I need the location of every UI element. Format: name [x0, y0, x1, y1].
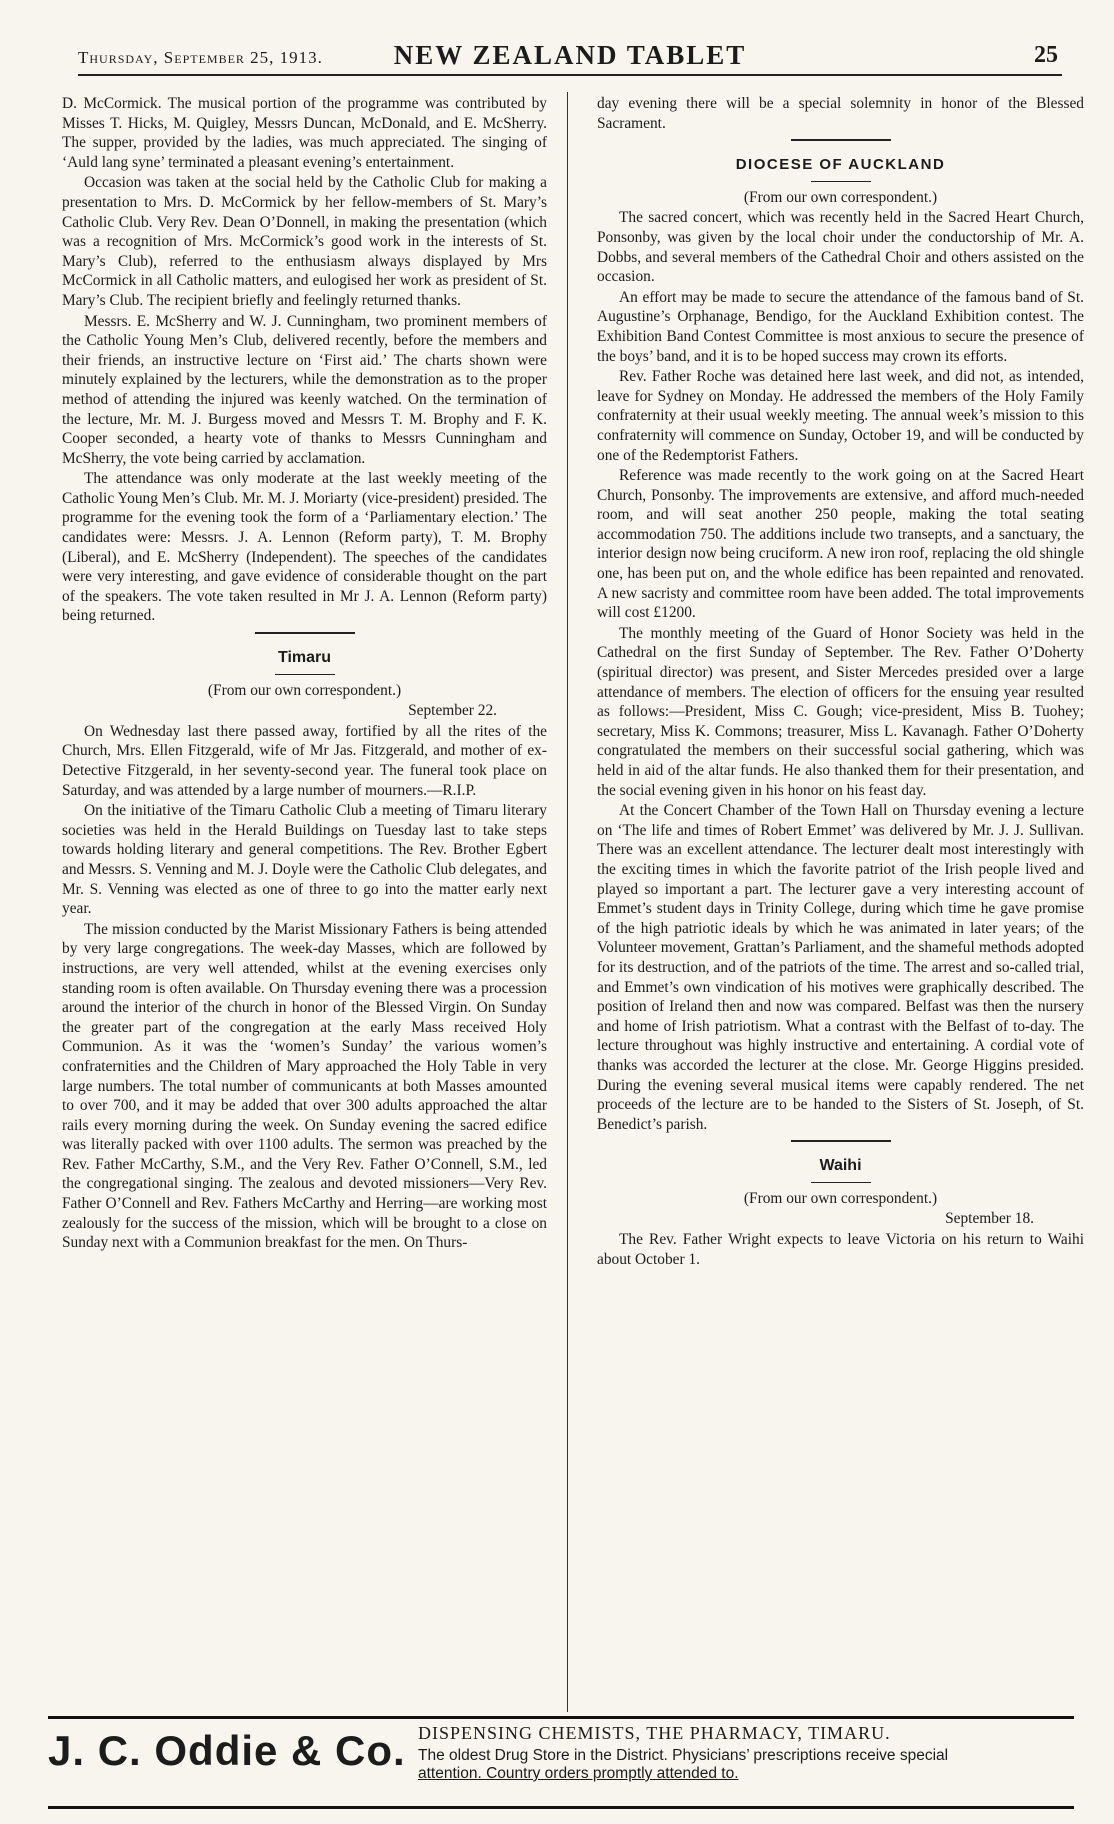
correspondent-byline: (From our own correspondent.)	[207, 681, 402, 699]
title-underline	[275, 674, 335, 675]
article-paragraph: An effort may be made to secure the attendance of the famous band of St. Augustine’s Orphanage, Bendigo, for the Auckland Exhibition contest. The Exhibition Band Contest Committee is most anxious to secure the presence of the boys’ band, and it is to be hoped success may crown its efforts.	[597, 288, 1084, 365]
ad-headline: DISPENSING CHEMISTS, THE PHARMACY, TIMARU.	[418, 1723, 891, 1743]
footer-advertisement	[48, 1716, 1074, 1809]
ad-body	[418, 1747, 1068, 1783]
article-paragraph: The monthly meeting of the Guard of Honor Society was held in the Cathedral on the first Sunday of September. The Rev. Father O’Doherty (spiritual director) was present, and Sister Mercedes presided over a large attendance of members. The election of officers for the ensuing year resulted as follows:—President, Miss C. Gough; vice-president, Miss B. Tuohey; secretary, Miss K. Commons; treasurer, Miss L. Kavanagh. Father O’Doherty congratulated the members on their successful social gathering, which was held in aid of the altar funds. He also thanked them for their presentation, and the social evening given in his honor on his feast day.	[597, 624, 1084, 799]
article-paragraph: At the Concert Chamber of the Town Hall on Thursday evening a lecture on ‘The life and times of Robert Emmet’ was delivered by Mr. J. J. Sullivan. There was an excellent attendance. The lecturer dealt most interestingly with the exciting times in which the favorite patriot of the Irish people lived and played so important a part. The lecturer gave a very interesting account of Emmet’s student days in Trinity College, during which time he gave promise of the high patriotic ideals by which he was animated in later years; of the Volunteer movement, Grattan’s Parliament, and the shameful methods adopted for its destruction, and of the patriots of the time. The arrest and so-called trial, and Emmet’s own vindication of his motives were graphically described. The position of Ireland then and now was compared. Belfast was then the nursery and home of Irish patriotism. What a contrast with the Belfast of to-day. The lecture throughout was highly instructive and entertaining. A cordial vote of thanks was accorded the lecturer at the close. Mr. George Higgins presided. During the evening several musical items were capably rendered. The net proceeds of the lecture are to be handed to the Sisters of St. Joseph, of St. Benedict’s parish.	[597, 802, 1084, 1133]
article-paragraph: On Wednesday last there passed away, fortified by all the rites of the Church, Mrs. Ellen Fitzgerald, wife of Mr Jas. Fitzgerald, and mother of ex-Detective Fitzgerald, in her seventy-second year. The funeral took place on Saturday, and was attended by a large number of mourners.—R.I.P.	[62, 722, 547, 799]
column-divider	[567, 92, 568, 1712]
correspondent-byline: (From our own correspondent.)	[743, 1189, 938, 1207]
correspondent-byline: (From our own correspondent.)	[743, 188, 938, 206]
section-rule	[791, 1140, 891, 1142]
article-paragraph: D. McCormick. The musical portion of the programme was contributed by Misses T. Hicks, M. Quigley, Messrs Duncan, McDonald, and E. McSherry. The supper, provided by the ladies, was much appreciated. The singing of ‘Auld lang syne’ terminated a pleasant evening’s entertainment.	[62, 95, 547, 171]
article-paragraph: On the initiative of the Timaru Catholic Club a meeting of Timaru literary societies was held in the Herald Buildings on Tuesday last to take steps towards holding literary and general competitions. The Rev. Brother Egbert and Messrs. S. Venning and M. J. Doyle were the Catholic Club delegates, and Mr. S. Venning was elected as one of three to go into the matter early next year.	[62, 802, 547, 918]
article-paragraph: Messrs. E. McSherry and W. J. Cunningham, two prominent members of the Catholic Young Men’s Club, delivered recently, before the members and their friends, an instructive lecture on ‘First aid.’ The charts shown were minutely explained by the lecturers, while the demonstration as to the proper method of attending the injured was keenly watched. On the termination of the lecture, Mr. M. J. Burgess moved and Messrs T. M. Brophy and F. K. Cooper seconded, a hearty vote of thanks to Messrs Cunningham and McSherry, the vote being carried by acclamation.	[62, 312, 547, 467]
title-underline	[811, 181, 871, 182]
dateline: September 18.	[945, 1210, 1034, 1228]
article-paragraph: The sacred concert, which was recently held in the Sacred Heart Church, Ponsonby, was given by the local choir under the conductorship of Mr. A. Dobbs, and several members of the Cathedral Choir and others assisted on the occasion.	[597, 209, 1084, 286]
page-header	[78, 40, 1062, 76]
masthead: NEW ZEALAND TABLET	[393, 40, 747, 70]
footer-rule	[48, 1806, 1074, 1809]
title-underline	[811, 1182, 871, 1183]
section-title-waihi: Waihi	[819, 1157, 862, 1175]
dateline: September 22.	[408, 702, 497, 720]
advertiser-name: J. C. Oddie & Co.	[48, 1727, 406, 1774]
issue-date: Thursday, September 25, 1913.	[78, 48, 323, 67]
section-rule	[791, 139, 891, 141]
page-number: 25	[1034, 42, 1058, 68]
section-title-auckland: DIOCESE OF AUCKLAND	[735, 156, 946, 174]
article-paragraph: The attendance was only moderate at the last weekly meeting of the Catholic Young Men’s Club. Mr. M. J. Moriarty (vice-president) presided. The programme for the evening took the form of a ‘Parliamentary election.’ The candidates were: Messrs. J. A. Lennon (Reform party), T. M. Brophy (Liberal), and E. McSherry (Independent). The speeches of the candidates were very interesting, and gave evidence of considerable thought on the part of the speakers. The vote taken resulted in Mr J. A. Lennon (Reform party) being returned.	[62, 470, 547, 625]
article-paragraph: The mission conducted by the Marist Missionary Fathers is being attended by very large congregations. The week-day Masses, which are followed by instructions, are very well attended, whilst at the evening exercises only standing room is often available. On Thursday evening there was a procession around the interior of the church in honor of the Blessed Virgin. On Sunday the greater part of the congregation at the early Mass received Holy Communion. As it was the ‘women’s Sunday’ the various women’s confraternities and the Children of Mary approached the Holy Table in very large numbers. The total number of communicants at both Masses amounted to over 700, and it may be added that over 300 adults approached the altar rails every morning during the week. On Sunday evening the sacred edifice was literally packed with over 1100 adults. The sermon was preached by the Rev. Father McCarthy, S.M., and the Very Rev. Father O’Connell, S.M., led the congregational singing. The zealous and devoted missioners—Very Rev. Father O’Connell and Rev. Fathers McCarthy and Herring—are working most zealously for the success of the mission, which will be brought to a close on Sunday next with a Communion breakfast for the men. On Thurs-	[62, 920, 547, 1252]
left-column	[62, 94, 547, 1254]
right-column	[597, 94, 1084, 1270]
article-paragraph: Reference was made recently to the work going on at the Sacred Heart Church, Ponsonby. The improvements are extensive, and afford much-needed room, and will seat another 250 people, making the total seating accommodation 750. The additions include two transepts, and a sanctuary, the interior design now being cruciform. A new iron roof, replacing the old shingle one, has been put on, and the whole edifice has been repainted and renovated. A new sacristy and committee room have been added. The total improvements will cost £1200.	[597, 467, 1084, 622]
section-rule	[255, 632, 355, 634]
section-title-timaru: Timaru	[277, 649, 332, 667]
article-paragraph: Occasion was taken at the social held by the Catholic Club for making a presentation to Mrs. D. McCormick by her fellow-members of St. Mary’s Catholic Club. Very Rev. Dean O’Donnell, in making the presentation (which was a recognition of Mrs. McCormick’s good work in the interests of St. Mary’s Club), referred to the enthusiasm always displayed by Mrs McCormick in all Catholic matters, and eulogised her work as president of St. Mary’s Club. The recipient briefly and feelingly returned thanks.	[62, 174, 547, 309]
ad-line: attention. Country orders promptly attended to.	[418, 1765, 739, 1782]
article-continuation: day evening there will be a special solemnity in honor of the Blessed Sacrament.	[597, 95, 1084, 132]
article-paragraph: Rev. Father Roche was detained here last week, and did not, as intended, leave for Sydney on Monday. He addressed the members of the Holy Family confraternity at their usual weekly meeting. The annual week’s mission to this confraternity will commence on Sunday, October 19, and will be conducted by one of the Redemptorist Fathers.	[597, 368, 1084, 464]
article-paragraph: The Rev. Father Wright expects to leave Victoria on his return to Waihi about October 1.	[597, 1231, 1084, 1268]
ad-line: The oldest Drug Store in the District. Physicians’ prescriptions receive special	[418, 1747, 949, 1764]
